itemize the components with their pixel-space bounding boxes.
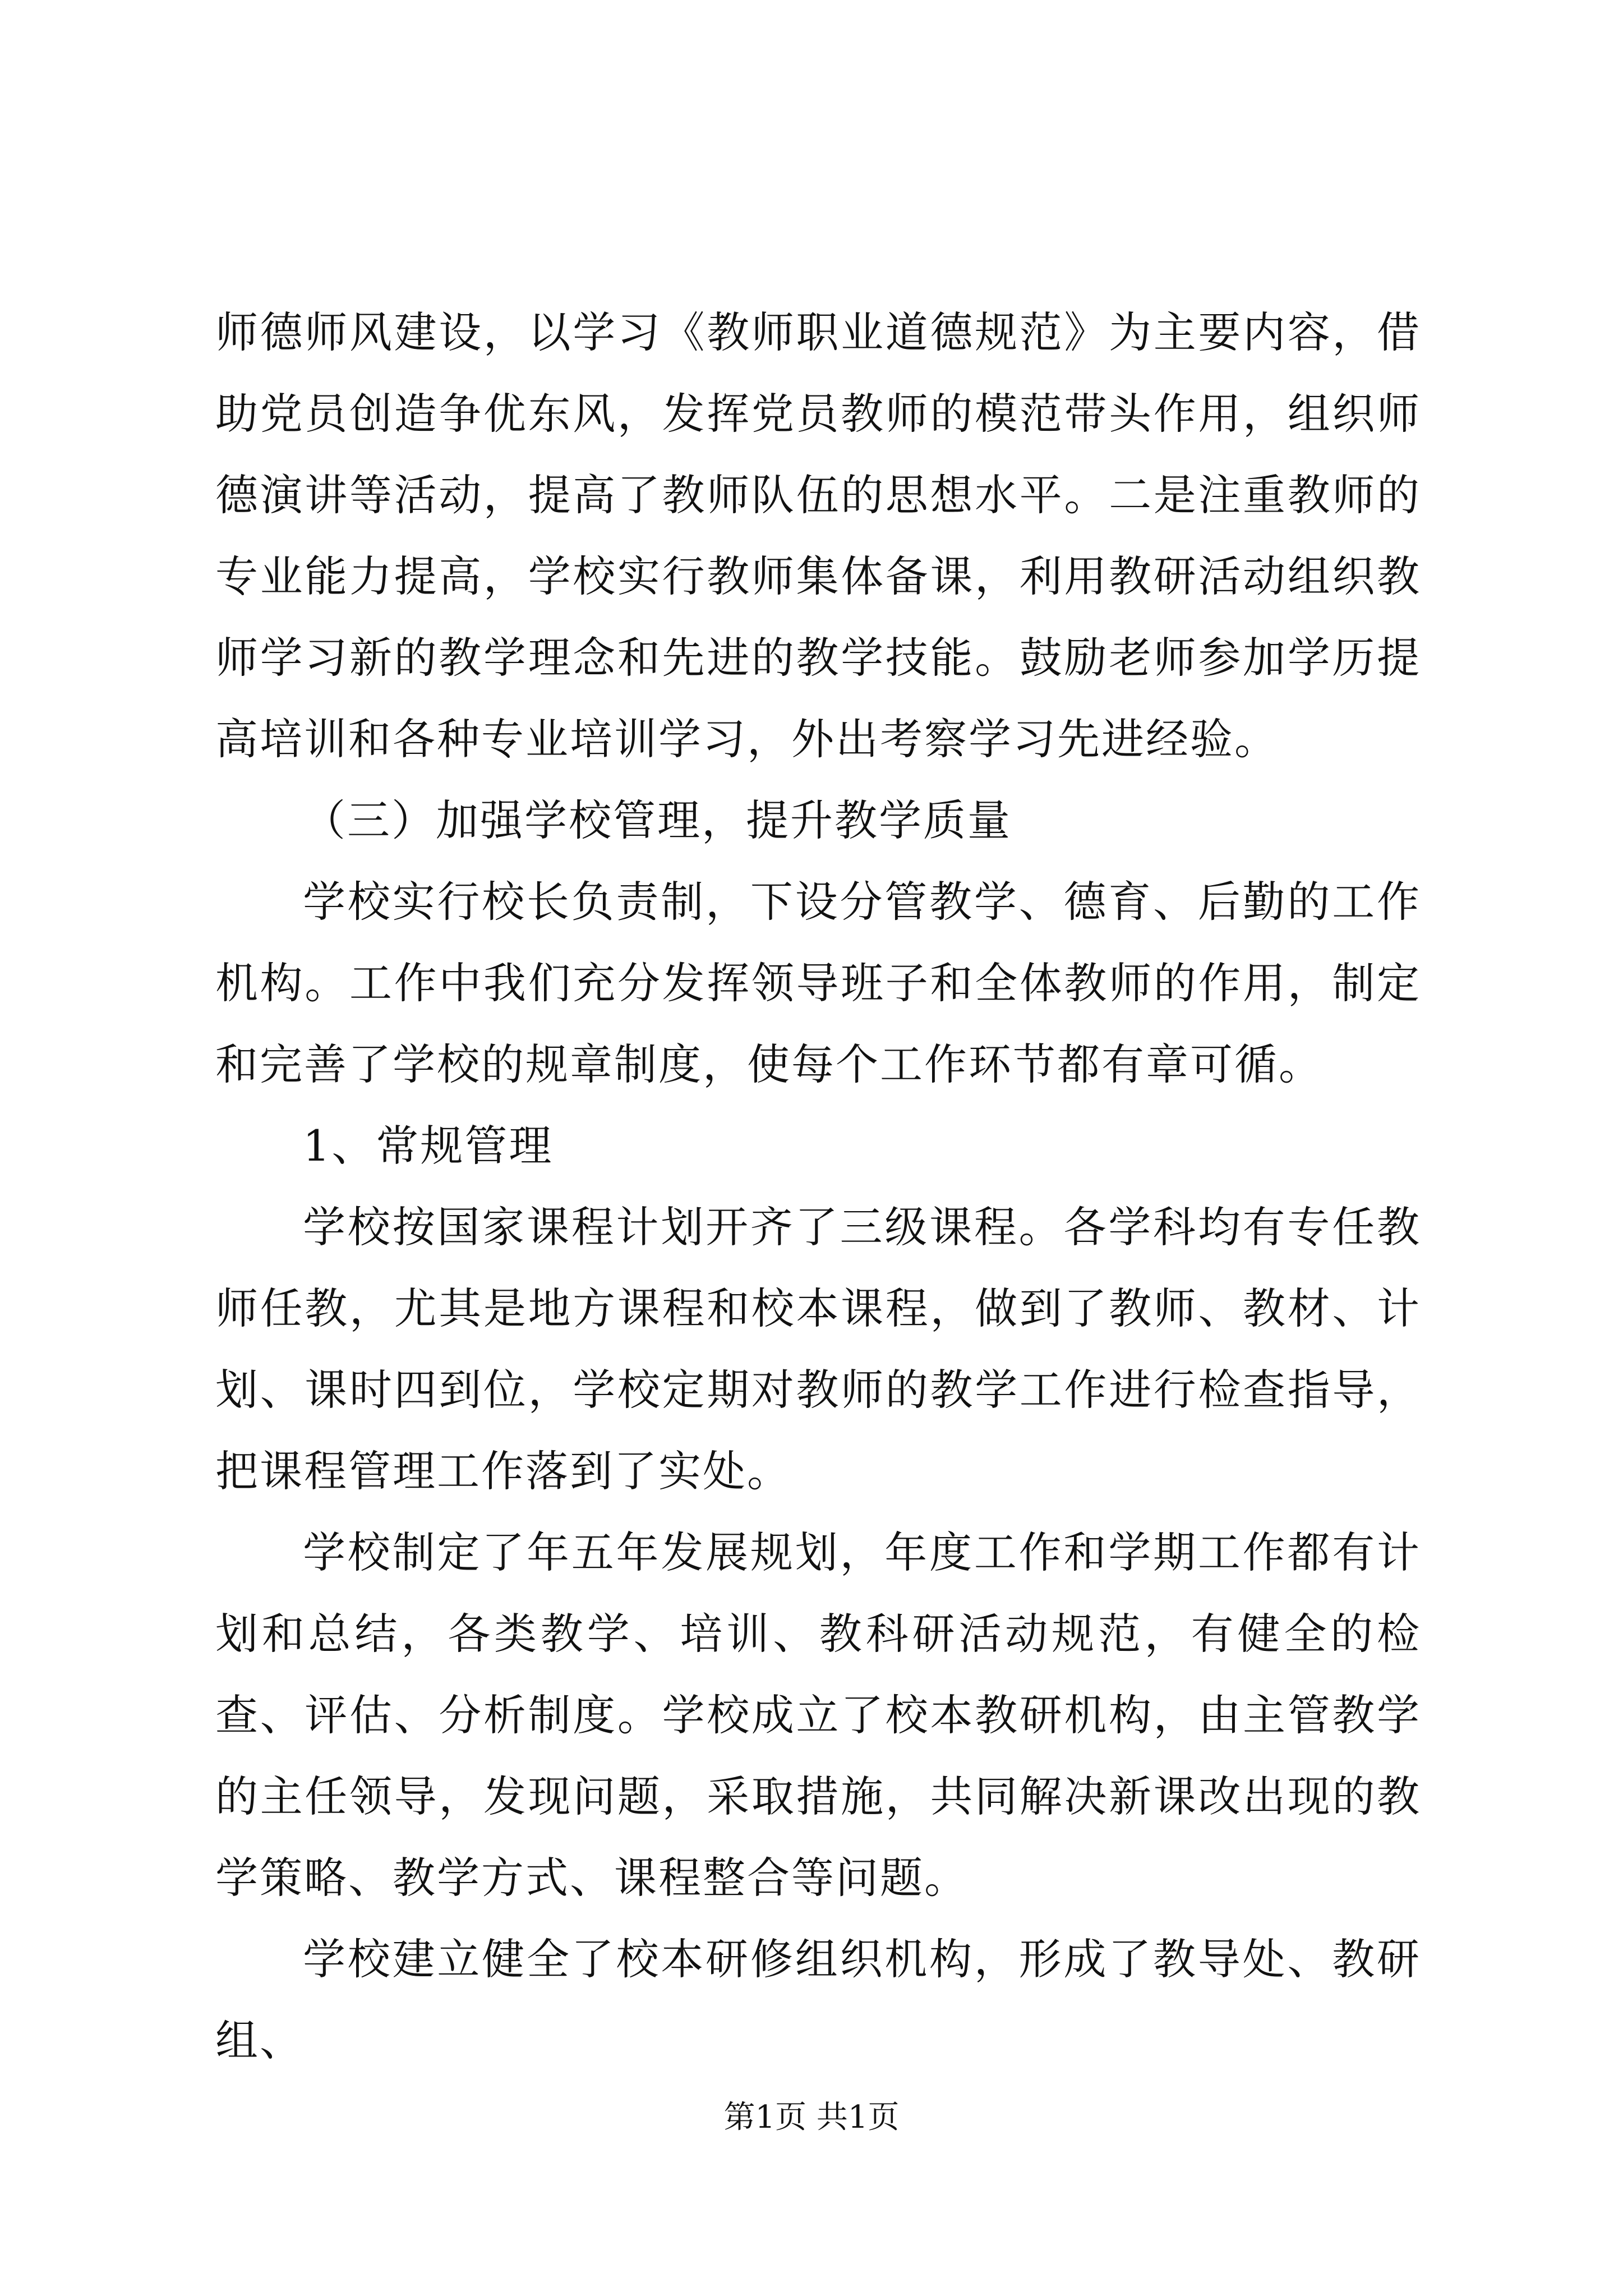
section-heading-school-management: （三）加强学校管理，提升教学质量	[303, 795, 1012, 845]
paragraph-teacher-ethics: 师德师风建设，以学习《教师职业道德规范》为主要内容，借助党员创造争优东风，发挥党员教师的模范带头作用，组织师德演讲等活动，提高了教师队伍的思想水平。二是注重教师的专业能力提高，学校实行教师集体备课，利用教研活动组织教师学习新的教学理念和先进的教学技能。鼓励老师参加学历提高培训和各种专业培训学习，外出考察学习先进经验。	[215, 307, 1421, 764]
document-body	[215, 292, 1421, 2081]
page-footer: 第1页 共1页	[723, 2099, 900, 2136]
paragraph-school-research: 学校建立健全了校本研修组织机构，形成了教导处、教研组、	[215, 1934, 1421, 2065]
paragraph-principal-responsibility: 学校实行校长负责制，下设分管教学、德育、后勤的工作机构。工作中我们充分发挥领导班子和全体教师的作用，制定和完善了学校的规章制度，使每个工作环节都有章可循。	[215, 877, 1421, 1089]
subheading-routine-management: 1、常规管理	[303, 1121, 554, 1171]
paragraph-curriculum: 学校按国家课程计划开齐了三级课程。各学科均有专任教师任教，尤其是地方课程和校本课程，做到了教师、教材、计划、课时四到位，学校定期对教师的教学工作进行检查指导，把课程管理工作落到了实处。	[215, 1202, 1421, 1496]
paragraph-development-plan: 学校制定了年五年发展规划，年度工作和学期工作都有计划和总结，各类教学、培训、教科研活动规范，有健全的检查、评估、分析制度。学校成立了校本教研机构，由主管教学的主任领导，发现问题，采取措施，共同解决新课改出现的教学策略、教学方式、课程整合等问题。	[215, 1527, 1421, 1903]
